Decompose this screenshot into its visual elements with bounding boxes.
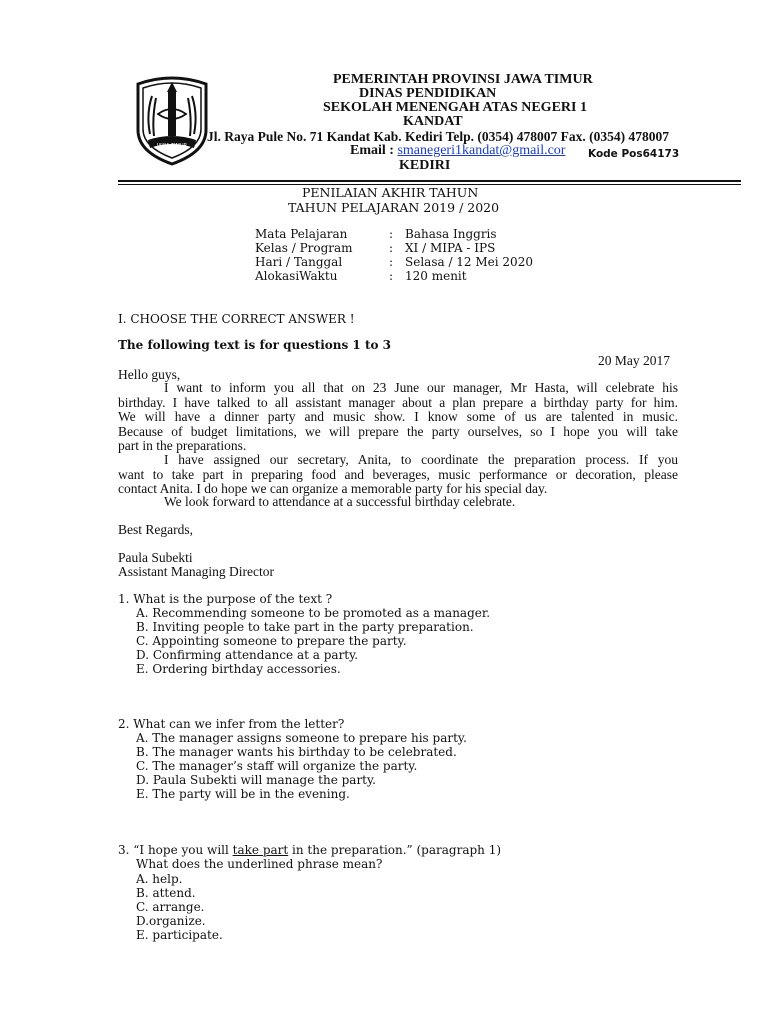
header-city: KEDIRI [399, 158, 451, 173]
question-1-option-a[interactable]: A. Recommending someone to be promoted as a manager. [136, 606, 491, 620]
question-3-option-d[interactable]: D.organize. [136, 914, 206, 928]
header-email-row [350, 143, 565, 159]
info-colon-date: : [389, 255, 394, 269]
letter-greeting: Hello guys, [118, 367, 181, 382]
stem-text: 3. “I hope you will [118, 843, 233, 857]
exam-year: TAHUN PELAJARAN 2019 / 2020 [288, 200, 500, 215]
paragraph-line: birthday. I have talked to all assistant manager about a plan prepare a birthday party for him. [118, 394, 678, 410]
info-value-subject: Bahasa Inggris [405, 227, 497, 241]
header-rule-thick [118, 180, 741, 182]
letter-paragraph-1 [118, 381, 678, 454]
paragraph-line: contact Anita. I do hope we can organize a memorable party for his special day. [118, 481, 548, 497]
info-label-subject: Mata Pelajaran [255, 227, 348, 241]
email-label: Email : [350, 143, 394, 158]
info-value-time: 120 menit [405, 269, 467, 283]
header-line3: SEKOLAH MENENGAH ATAS NEGERI 1 [323, 100, 587, 115]
info-value-date: Selasa / 12 Mei 2020 [405, 255, 533, 269]
question-1-stem: 1. What is the purpose of the text ? [118, 592, 333, 606]
info-colon-time: : [389, 269, 394, 283]
letter-sender: Paula Subekti [118, 550, 193, 565]
header-postcode: Kode Pos64173 [588, 148, 680, 160]
letter-closing: Best Regards, [118, 522, 193, 537]
question-3-sub: What does the underlined phrase mean? [136, 857, 383, 871]
info-label-time: AlokasiWaktu [255, 269, 338, 283]
question-2-stem: 2. What can we infer from the letter? [118, 717, 345, 731]
exam-title: PENILAIAN AKHIR TAHUN [302, 185, 479, 200]
header-line2: DINAS PENDIDIKAN [359, 86, 497, 101]
section-heading: I. CHOOSE THE CORRECT ANSWER ! [118, 312, 355, 326]
question-1-option-b[interactable]: B. Inviting people to take part in the party preparation. [136, 620, 474, 634]
question-2-option-b[interactable]: B. The manager wants his birthday to be celebrated. [136, 745, 457, 759]
info-value-class: XI / MIPA - IPS [405, 241, 496, 255]
info-label-class: Kelas / Program [255, 241, 353, 255]
paragraph-line: Because of budget limitations, we will prepare the party ourselves, so I hope you will take [118, 423, 678, 439]
question-2-option-c[interactable]: C. The manager’s staff will organize the party. [136, 759, 418, 773]
question-2-option-d[interactable]: D. Paula Subekti will manage the party. [136, 773, 376, 787]
letter-paragraph-2 [118, 453, 678, 497]
letter-paragraph-3: We look forward to attendance at a successful birthday celebrate. [164, 494, 516, 509]
question-3-option-c[interactable]: C. arrange. [136, 900, 205, 914]
reading-intro: The following text is for questions 1 to 3 [118, 338, 392, 352]
paragraph-line: I have assigned our secretary, Anita, to coordinate the preparation process. If you [164, 452, 678, 467]
info-colon-class: : [389, 241, 394, 255]
school-seal [130, 74, 214, 166]
header-address: Jl. Raya Pule No. 71 Kandat Kab. Kediri Telp. (0354) 478007 Fax. (0354) 478007 [207, 129, 670, 144]
svg-text:JAWA TIMUR: JAWA TIMUR [156, 143, 188, 149]
question-1-option-c[interactable]: C. Appointing someone to prepare the party. [136, 634, 407, 648]
header-line4: KANDAT [403, 114, 463, 129]
seal-icon [130, 74, 214, 166]
question-3-stem [118, 843, 501, 857]
question-3-option-e[interactable]: E. participate. [136, 928, 223, 942]
question-2-option-e[interactable]: E. The party will be in the evening. [136, 787, 350, 801]
header-line1: PEMERINTAH PROVINSI JAWA TIMUR [333, 72, 593, 87]
paragraph-line: We will have a dinner party and music show. I know some of us are talented in music. [118, 409, 678, 425]
question-1-option-e[interactable]: E. Ordering birthday accessories. [136, 662, 341, 676]
question-3-option-b[interactable]: B. attend. [136, 886, 196, 900]
info-label-date: Hari / Tanggal [255, 255, 343, 269]
info-colon-subject: : [389, 227, 394, 241]
paragraph-line: part in the preparations. [118, 438, 247, 454]
question-3-option-a[interactable]: A. help. [136, 872, 183, 886]
letter-sender-position: Assistant Managing Director [118, 564, 274, 579]
stem-text: in the preparation.” (paragraph 1) [288, 843, 502, 857]
paragraph-line: want to take part in preparing food and beverages, music performance or decoration, please [118, 466, 678, 482]
question-1-option-d[interactable]: D. Confirming attendance at a party. [136, 648, 359, 662]
question-2-option-a[interactable]: A. The manager assigns someone to prepare his party. [136, 731, 467, 745]
letter-date: 20 May 2017 [598, 353, 670, 368]
email-link[interactable]: smanegeri1kandat@gmail.cor [397, 143, 566, 158]
paragraph-line: I want to inform you all that on 23 June our manager, Mr Hasta, will celebrate his [164, 380, 678, 395]
underlined-phrase: take part [232, 843, 289, 857]
